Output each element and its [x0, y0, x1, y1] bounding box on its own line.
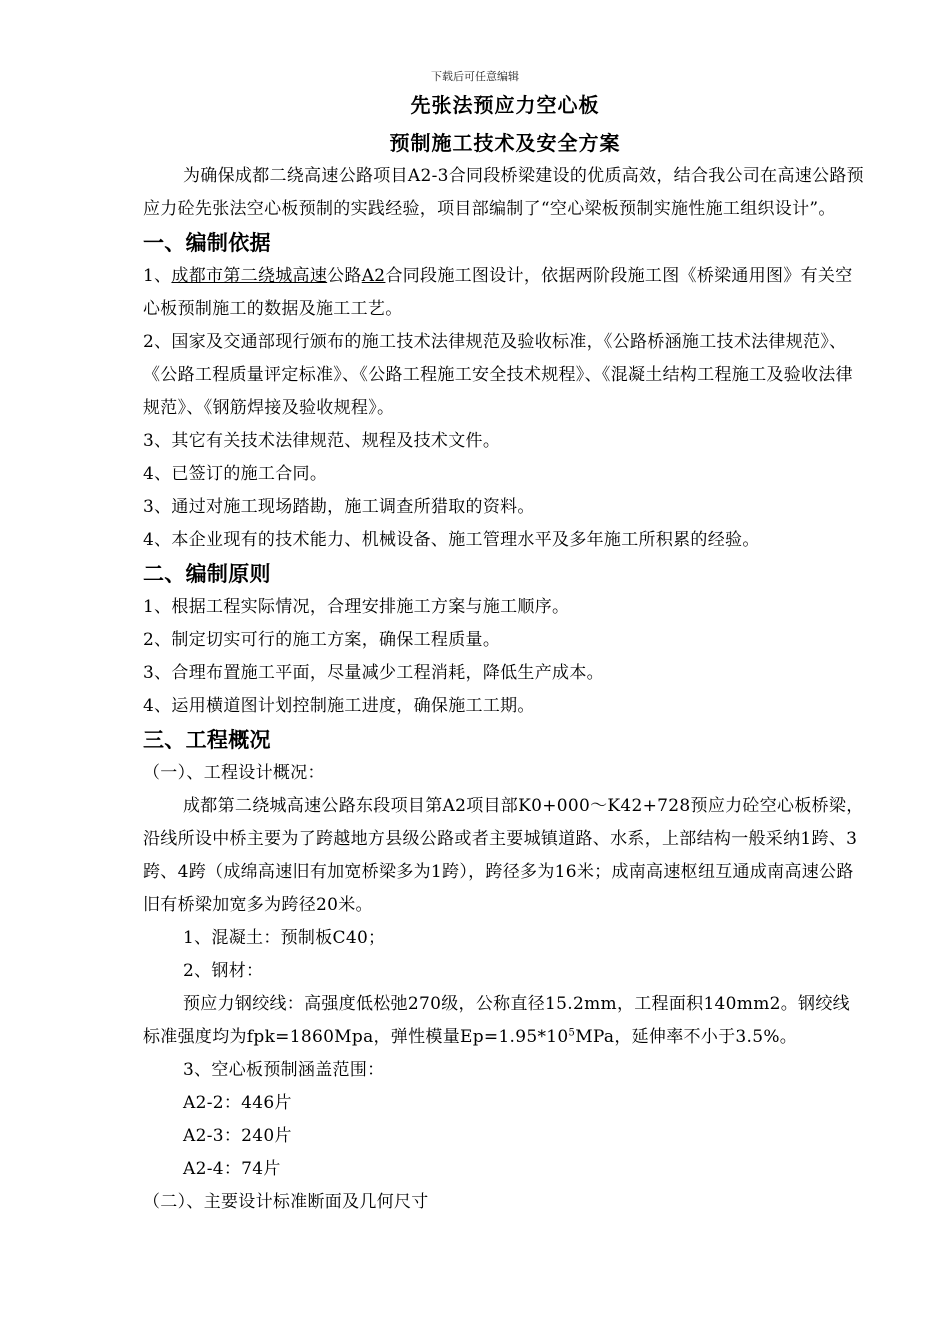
principle-item: 2、制定切实可行的施工方案，确保工程质量。	[143, 630, 501, 650]
subsection-sections: （二）、主要设计标准断面及几何尺寸	[143, 1192, 429, 1212]
exponent: 5	[568, 1027, 576, 1039]
range-item: A2-4：74片	[183, 1159, 281, 1179]
range-item: A2-3：240片	[183, 1126, 292, 1146]
underlined-project-name: 成都市第二绕城高速	[171, 266, 328, 286]
document-body	[143, 160, 865, 1219]
document-subtitle: 预制施工技术及安全方案	[389, 131, 621, 155]
steel-strand-paragraph: 预应力钢绞线：高强度低松弛270级，公称直径15.2mm，工程面积140mm2。钢绞线标准强度均为fpk=1860Mpa，弹性模量$Ep=1.95*10^5MPa$，延伸率不小于3.5%。	[143, 994, 850, 1047]
section-heading-overview: 三、工程概况	[143, 728, 271, 752]
principle-item: 4、运用横道图计划控制施工进度，确保施工工期。	[143, 696, 535, 716]
basis-item: 4、本企业现有的技术能力、机械设备、施工管理水平及多年施工所积累的经验。	[143, 530, 760, 550]
precast-range-title: 3、空心板预制涵盖范围：	[183, 1060, 385, 1080]
material-steel: 2、钢材：	[183, 961, 264, 981]
basis-item-1: 1、成都市第二绕城高速公路A2合同段施工图设计，依据两阶段施工图《桥梁通用图》有关空心板预制施工的数据及施工工艺。	[143, 266, 853, 319]
principle-item: 1、根据工程实际情况，合理安排施工方案与施工顺序。	[143, 597, 570, 617]
principle-item: 3、合理布置施工平面，尽量减少工程消耗，降低生产成本。	[143, 663, 604, 683]
basis-item: 4、已签订的施工合同。	[143, 464, 328, 484]
range-item: A2-2：446片	[183, 1093, 292, 1113]
intro-paragraph: 为确保成都二绕高速公路项目A2-3合同段桥梁建设的优质高效，结合我公司在高速公路预应力砼先张法空心板预制的实践经验，项目部编制了“空心梁板预制实施性施工组织设计”。	[143, 166, 864, 219]
basis-item: 2、国家及交通部现行颁布的施工技术法律规范及验收标准，《公路桥涵施工技术法律规范》、《公路工程质量评定标准》、《公路工程施工安全技术规程》、《混凝土结构工程施工及验收法律规范》、《钢筋焊接及验收规程》。	[143, 332, 853, 418]
header-note: 下载后可任意编辑	[431, 70, 519, 83]
section-heading-basis: 一、编制依据	[143, 231, 271, 255]
material-concrete: 1、混凝土：预制板C40；	[183, 928, 386, 948]
document-title: 先张法预应力空心板	[410, 93, 600, 117]
basis-item: 3、通过对施工现场踏勘，施工调查所猎取的资料。	[143, 497, 535, 517]
section-heading-principles: 二、编制原则	[143, 562, 271, 586]
overview-paragraph: 成都第二绕城高速公路东段项目第A2项目部K0+000～K42+728预应力砼空心板桥梁，沿线所设中桥主要为了跨越地方县级公路或者主要城镇道路、水系，上部结构一般采纳1跨、3跨、4跨（成绵高速旧有加宽桥梁多为1跨），跨径多为16米；成南高速枢纽互通成南高速公路旧有桥梁加宽多为跨径20米。	[143, 796, 864, 915]
underlined-contract-code: A2	[361, 266, 386, 286]
basis-item: 3、其它有关技术法律规范、规程及技术文件。	[143, 431, 501, 451]
subsection-design-overview: （一）、工程设计概况：	[143, 763, 325, 783]
